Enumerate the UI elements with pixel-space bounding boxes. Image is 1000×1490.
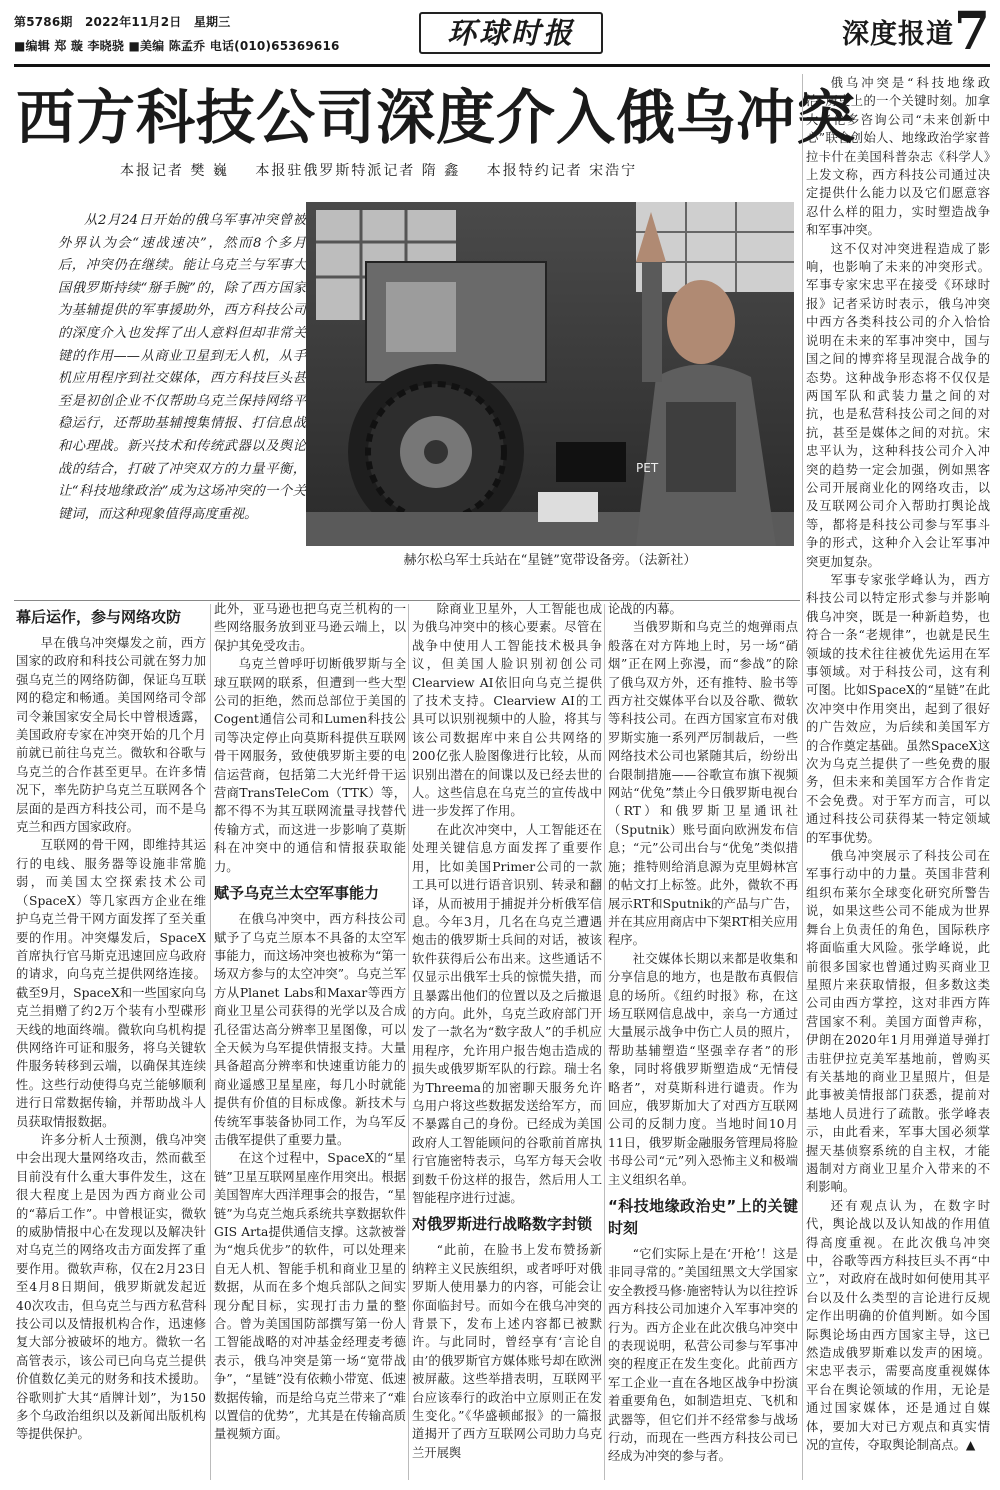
paragraph: 俄乌冲突是“科技地缘政治”历史上的一个关键时刻。加拿大多伦多咨询公司“未来创新中心”联合创始人、地缘政治学家普拉卡什在美国科普杂志《科学人》上发文称，西方科技公司通过决定提供什么能力以及它们愿意容忍什么样的阻力，实时塑造战争和军事冲突。: [806, 76, 990, 238]
article-intro: 从2月24日开始的俄乌军事冲突曾被外界认为会“速战速决”，然而8个多月后，冲突仍在继续。能让乌克兰与军事大国俄罗斯持续“掰手腕”的，除了西方国家为基辅提供的军事援助外，西方科技公司的深度介入也发挥了出人意料但却非常关键的作用——从商业卫星到无人机，从手机应用程序到社交媒体，西方科技巨头甚至是初创企业不仅帮助乌克兰保持网络平稳运行，还帮助基辅搜集情报、打信息战和心理战。新兴技术和传统武器以及舆论战的结合，打破了冲突双方的力量平衡，让“科技地缘政治”成为这场冲突的一个关键词，而这种现象值得高度重视。: [58, 213, 306, 522]
paragraph: 乌克兰曾呼吁切断俄罗斯与全球互联网的联系，但遭到一些大型公司的拒绝，然而总部位于美国的Cogent通信公司和Lumen科技公司等决定停止向莫斯科提供互联网骨干网服务，致使俄罗斯主要的电信运营商，包括第二大光纤骨干运营商TransTeleCom（TTK）等，都不得不为其互联网流量寻找替代传输方式，而这进一步影响了莫斯科在冲突中的通信和情报获取能力。: [214, 657, 406, 874]
paragraph: “此前，在脸书上发布赞扬新纳粹主义民族组织，或者呼吁对俄罗斯人使用暴力的内容，可能会让你面临封号。而如今在俄乌冲突的背景下，发布上述内容都已被默许。与此同时，曾经享有‘言论自由’的俄罗斯官方媒体账号却在欧洲被屏蔽。这些举措表明，互联网平台应该奉行的政治中立原则正在发生变化。”《华盛顿邮报》的一篇报道揭开了西方互联网公司助力乌克兰开展舆: [412, 1243, 602, 1460]
column-divider: [408, 604, 409, 1480]
section-title: 深度报道: [842, 19, 954, 50]
text-column-right: [806, 74, 990, 1454]
subheading: 赋予乌克兰太空军事能力: [214, 884, 380, 903]
paragraph: 此外，亚马逊也把乌克兰机构的一些网络服务放到亚马逊云端上，以保护其免受攻击。: [214, 602, 406, 653]
paragraph: “它们实际上是在‘开枪’！这是非同寻常的。”美国纽黑文大学国家安全教授马修·施密特认为以往控诉西方科技公司加速介入军事冲突的行为。西方企业在此次俄乌冲突中的表现说明，私营公司参与军事冲突的程度正在发生变化。此前西方军工企业一直在各地区战争中扮演着重要角色，如制造坦克、飞机和武器等，但它们并不经常参与战场行动，而现在一些西方科技公司已经成为冲突的参与者。: [608, 1247, 798, 1464]
paragraph: 社交媒体长期以来都是收集和分享信息的地方，也是散布真假信息的场所。《纽约时报》称，在这场互联网信息战中，亲乌一方通过大量展示战争中伤亡人员的照片，帮助基辅塑造“坚强幸存者”的形象，同时将俄罗斯塑造成“无情侵略者”，对莫斯科进行谴责。作为回应，俄罗斯加大了对西方互联网公司的反制力度。当地时间10月11日，俄罗斯金融服务管理局将脸书母公司“元”列入恐怖主义和极端主义组织名单。: [608, 951, 798, 1187]
paragraph: 互联网的骨干网，即维持其运行的电线、服务器等设施非常脆弱，而美国太空探索技术公司（SpaceX）等几家西方企业在维护乌克兰骨干网方面发挥了至关重要的作用。冲突爆发后，SpaceX首席执行官马斯克迅速回应乌政府的请求，向乌克兰提供网络连接。截至9月，SpaceX和一些国家向乌克兰捐赠了约2万个装有小型碟形天线的地面终端。微软向乌机构提供网络许可证和服务，将乌关键软件服务转移到云端，以确保其连续性。这些行动使得乌克兰能够顺利进行日常数据传输，并帮助战斗人员获取情报数据。: [16, 838, 206, 1129]
paragraph: 当俄罗斯和乌克兰的炮弹雨点般落在对方阵地上时，另一场“硝烟”正在网上弥漫，而“参战”的除了俄乌双方外，还有推特、脸书等西方社交媒体平台以及谷歌、微软等科技公司。在西方国家宣布对俄罗斯实施一系列严厉制裁后，一些网络技术公司也紧随其后，纷纷出台限制措施——谷歌宣布旗下视频网站“优兔”禁止今日俄罗斯电视台（RT）和俄罗斯卫星通讯社（Sputnik）账号面向欧洲发布信息；“元”公司出台与“优兔”类似措施；推特则给消息源为克里姆林宫的帖文打上标签。此外，微软不再展示RT和Sputnik的产品与广告，并在其应用商店中下架RT相关应用程序。: [608, 620, 798, 948]
issue-info: [14, 10, 340, 58]
issue-weekday: 星期三: [193, 15, 231, 29]
byline-author: 本报记者 樊 巍: [120, 163, 229, 179]
subheading: “科技地缘政治史”上的关键时刻: [608, 1197, 798, 1237]
page-header: [14, 1, 990, 70]
text-column-2: [214, 600, 406, 1444]
paragraph: 军事专家张学峰认为，西方科技公司以特定形式参与并影响俄乌冲突，既是一种新趋势，也符合一条“老规律”，也就是民生领域的技术往往被优先运用在军事领域。对于科技公司，这有利可图。比如SpaceX的“星链”在此次冲突中作用突出，起到了很好的广告效应，为后续和美国军方的合作奠定基础。虽然SpaceX这次为乌克兰提供了一些免费的服务，但未来和美国军方合作肯定不会免费。对于军方而言，可以通过科技公司获得某一特定领域的军事优势。: [806, 572, 990, 845]
paragraph: 在这个过程中，SpaceX的“星链”卫星互联网星座作用突出。根据美国智库大西洋理事会的报告，“星链”为乌克兰炮兵系统共享数据软件GIS Arta提供通信支撑。这款被誉为“炮兵优步”的软件，可以处理来自无人机、智能手机和商业卫星的数据，从而在多个炮兵部队之间实现分配目标，实现打击力量的整合。曾为美国国防部撰写第一份人工智能战略的对冲基金经理麦考德表示，俄乌冲突是第一场“宽带战争”，“星链”没有依赖小带宽、低速数据传输，而是给乌克兰带来了“难以置信的优势”，尤其是在传输高质量视频方面。: [214, 1151, 406, 1442]
issue-date: 2022年11月2日: [85, 15, 182, 29]
editor-credits: ■编辑 郑 璇 李晓骁 ■美编 陈孟乔 电话(010)65369616: [14, 39, 340, 53]
byline: [120, 160, 800, 182]
lead-box: [14, 190, 800, 601]
paragraph: 在此次冲突中，人工智能还在处理关键信息方面发挥了重要作用，比如美国Primer公司的一款工具可以进行语音识别、转录和翻译，从而被用于捕捉并分析俄军信息。今年3月，几名在乌克兰遭遇炮击的俄罗斯士兵间的对话，被该软件获得后公布出来。这些通话不仅显示出俄军士兵的惊慌失措，而且暴露出他们的位置以及之后撤退的方向。此外，乌克兰政府部门开发了一款名为“数字敌人”的手机应用程序，允许用户报告炮击造成的损失或俄罗斯军队的行踪。瑞士名为Threema的加密聊天服务允许乌用户将这些数据发送给军方，而不暴露自己的身份。已经成为美国政府人工智能顾问的谷歌前首席执行官施密特表示，乌军方每天会收到数千份这样的报告，然后用人工智能程序进行过滤。: [412, 822, 602, 1205]
paragraph: 还有观点认为，在数字时代，舆论战以及认知战的作用值得高度重视。在此次俄乌冲突中，谷歌等西方科技巨头不再“中立”，对政府在战时如何使用其平台以及什么类型的言论进行反规定作出明确的价值判断。如今国际舆论场由西方国家主导，这已然造成俄罗斯难以发声的困境。宋忠平表示，需要高度重视媒体平台在舆论领域的作用，无论是通过国家媒体，还是通过自媒体，要加大对已方观点和真实情况的宣传，夺取舆论制高点。▲: [806, 1198, 990, 1453]
paragraph: 早在俄乌冲突爆发之前，西方国家的政府和科技公司就在努力加强乌克兰的网络防御，保证乌互联网的稳定和畅通。美国网络司令部司令兼国家安全局长中曾根透露，美国政府专家在冲突开始的几个月前就已前往乌克兰。微软和谷歌与乌克兰的合作甚至更早。在许多情况下，率先防护乌克兰互联网各个层面的是西方科技公司，而不是乌克兰和西方国家政府。: [16, 636, 206, 835]
patch-label: PET: [636, 461, 659, 475]
paragraph: 论战的内幕。: [608, 602, 682, 616]
photo-caption: 赫尔松乌军士兵站在“星链”宽带设备旁。（法新社）: [403, 553, 697, 568]
paragraph: 在俄乌冲突中，西方科技公司赋予了乌克兰原本不具备的太空军事能力，而这场冲突也被称为“第一场双方参与的太空冲突”。乌克兰军方从Planet Labs和Maxar等西方商业卫星公司获得的光学以及合成孔径雷达高分辨率卫星图像，可以全天候为乌军提供情报支持。大量具备超高分辨率和快速重访能力的商业遥感卫星星座，每几小时就能提供有价值的目标成像。新技术与传统军事装备协同工作，为乌军反击俄军提供了重要力量。: [214, 912, 406, 1147]
newspaper-masthead: 环球时报: [419, 12, 603, 54]
header-rule: [14, 64, 990, 67]
page-number: 7: [953, 1, 990, 62]
subheading: 对俄罗斯进行战略数字封锁: [412, 1215, 593, 1234]
byline-author: 本报驻俄罗斯特派记者 隋 鑫: [255, 163, 461, 179]
article-headline: 西方科技公司深度介入俄乌冲突: [16, 83, 857, 152]
paragraph: 除商业卫星外，人工智能也成为俄乌冲突中的核心要素。尽管在战争中使用人工智能技术极具争议，但美国人脸识别初创公司Clearview AI依旧向乌克兰提供了技术支持。Clearview AI的工具可以识别视频中的人脸，将其与该公司数据库中来自公共网络的200亿张人脸图像进行比较，从而识别出潜在的间谍以及已经去世的人。这些信息在乌克兰的宣传战中进一步发挥了作用。: [412, 602, 602, 819]
column-divider: [604, 604, 605, 1480]
column-divider: [802, 74, 803, 1480]
byline-author: 本报特约记者 宋浩宁: [486, 163, 638, 179]
soldier-starlink-photo: [306, 202, 794, 546]
paragraph: 这不仅对冲突进程造成了影响，也影响了未来的冲突形式。军事专家宋忠平在接受《环球时报》记者采访时表示，俄乌冲突中西方各类科技公司的介入恰恰说明在未来的军事冲突中，国与国之间的博弈将呈现混合战争的态势。这种战争形态将不仅仅是两国军队和武装力量之间的对抗，也是私营科技公司之间的对抗，甚至是媒体之间的对抗。宋忠平认为，这种科技公司介入冲突的趋势一定会加强，例如黑客公司开展商业化的网络攻击，以及互联网公司介入帮助打舆论战等，都将是科技公司参与军事斗争的形式，这种介入会让军事冲突更加复杂。: [806, 241, 990, 569]
subheading: 幕后运作，参与网络攻防: [16, 608, 182, 626]
photo-illustration: [306, 202, 794, 546]
paragraph: 许多分析人士预测，俄乌冲突中会出现大量网络攻击，然而截至目前没有什么重大事件发生，这在很大程度上是因为西方商业公司的“幕后工作”。中曾根证实，微软的威胁情报中心在发现以及解决针对乌克兰的网络攻击方面发挥了重要作用。微软声称，仅在2月23日至4月8日期间，俄罗斯就发起近40次攻击，但乌克兰与西方私营科技公司以及情报机构合作，迅速修复大部分被破坏的地方。微软一名高管表示，该公司已向乌克兰提供价值数亿美元的财务和技术援助。谷歌则扩大其“盾牌计划”，为150多个乌政治组织以及新闻出版机构等提供保护。: [16, 1132, 206, 1442]
text-column-1: [16, 600, 206, 1444]
issue-number: 第5786期: [14, 15, 73, 29]
paragraph: 俄乌冲突展示了科技公司在军事行动中的力量。英国非营利组织布莱尔全球变化研究所警告说，如果这些公司不能成为世界舞台上负责任的角色，国际秩序将面临重大风险。张学峰说，此前很多国家也曾通过购买商业卫星照片来获取情报，但多数这类公司由西方掌控，这对非西方阵营国家不利。美国方面曾声称，伊朗在2020年1月用弹道导弹打击驻伊拉克美军基地前，曾购买有关基地的商业卫星照片，但是此事被美情报部门获悉，提前对基地人员进行了疏散。张学峰表示，由此看来，军事大国必须掌握天基侦察系统的自主权，才能遏制对方商业卫星介入带来的不利影响。: [806, 849, 990, 1195]
text-column-4: [608, 600, 798, 1466]
text-column-3: [412, 600, 602, 1462]
column-divider: [210, 604, 211, 1480]
